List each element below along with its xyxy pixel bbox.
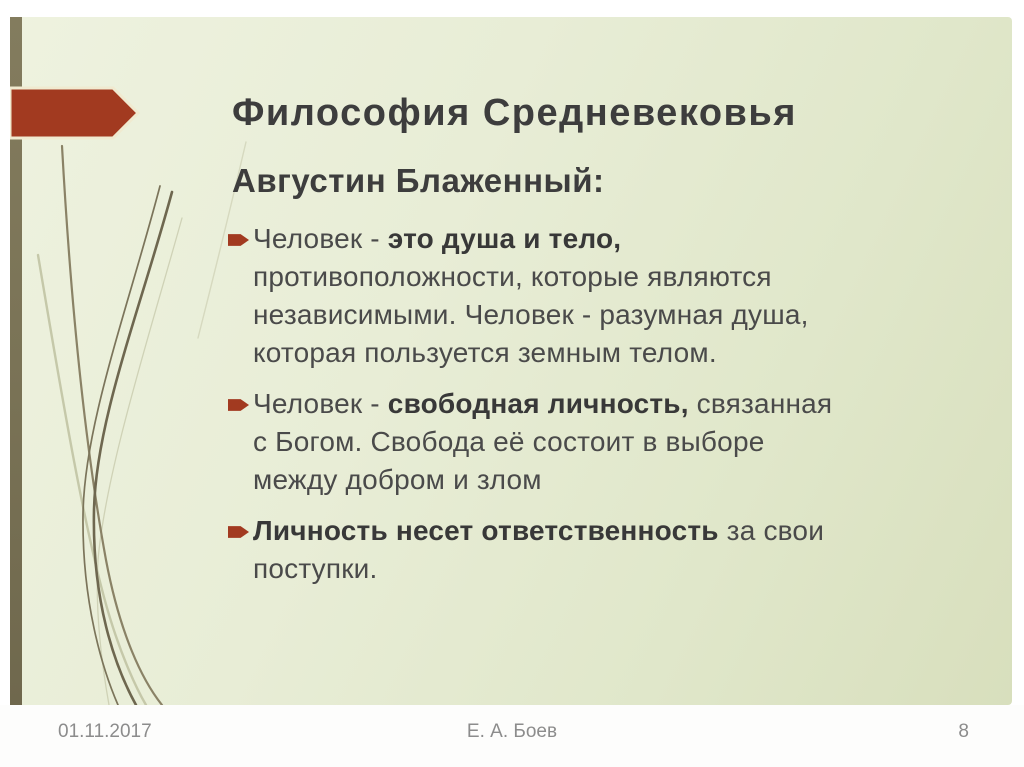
bullet-text-run: Человек - bbox=[253, 223, 388, 254]
footer-date: 01.11.2017 bbox=[58, 721, 152, 742]
bullet-text-run: за свои поступки. bbox=[253, 515, 825, 584]
page-number: 8 bbox=[958, 721, 969, 742]
bullet-arrow-icon bbox=[228, 525, 249, 539]
bullet-text-run: Человек - bbox=[253, 388, 388, 419]
slide-footer bbox=[0, 705, 1024, 767]
footer-author: Е. А. Боев bbox=[466, 721, 558, 742]
bullet-text bbox=[253, 388, 832, 495]
bullet-item bbox=[228, 220, 838, 372]
bullet-item bbox=[228, 385, 838, 499]
bullet-text-run: противоположности, которые являются независимыми. Человек - разумная душа, которая пользуется земным телом. bbox=[253, 261, 809, 368]
slide-subtitle: Августин Блаженный: bbox=[232, 162, 605, 199]
bullet-item bbox=[228, 512, 838, 588]
bullet-text-run: связанная с Богом. Свобода её состоит в выборе между добром и злом bbox=[253, 388, 833, 495]
slide-title: Философия Средневековья bbox=[232, 92, 797, 134]
bullet-text bbox=[253, 515, 824, 584]
bullet-text-run: это душа и тело, bbox=[387, 223, 622, 254]
bullet-arrow-icon bbox=[228, 398, 249, 412]
bullet-arrow-icon bbox=[228, 233, 249, 247]
bullet-text-run: Личность несет ответственность bbox=[253, 515, 719, 546]
bullet-list bbox=[228, 220, 838, 601]
bullet-text bbox=[253, 223, 809, 368]
bullet-text-run: свободная личность, bbox=[387, 388, 689, 419]
red-arrow-banner-icon bbox=[10, 86, 145, 140]
